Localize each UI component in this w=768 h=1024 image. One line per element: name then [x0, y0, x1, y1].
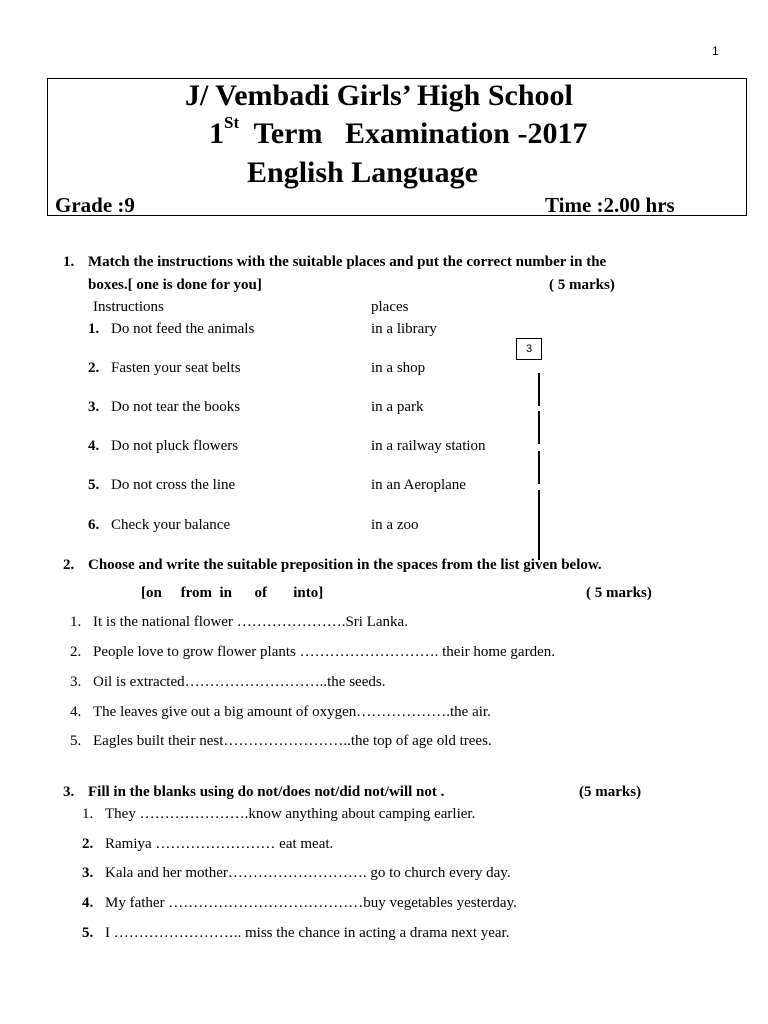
- q1-item-place: in a zoo: [371, 517, 419, 533]
- term-superscript: St: [224, 113, 240, 132]
- q1-item-place: in a library: [371, 321, 437, 337]
- q1-item-number: 4.: [88, 438, 100, 454]
- q1-item-instruction: Do not tear the books: [111, 399, 241, 415]
- q2-item-text: People love to grow flower plants ………………………. their home garden.: [93, 644, 555, 660]
- q2-marks: ( 5 marks): [586, 585, 652, 601]
- q3-instruction: Fill in the blanks using do not/does not/did not/will not .: [88, 784, 445, 800]
- q3-item-text: Kala and her mother………………………. go to church every day.: [105, 865, 511, 881]
- q1-item-place: in an Aeroplane: [371, 477, 466, 493]
- answer-line: [538, 451, 540, 484]
- q1-item-number: 2.: [88, 360, 100, 376]
- grade-label: Grade :9: [55, 193, 135, 217]
- term-number: 1: [209, 117, 224, 150]
- q1-item-number: 6.: [88, 517, 100, 533]
- page-number: 1: [712, 44, 719, 58]
- q2-instruction: Choose and write the suitable preposition in the spaces from the list given below.: [88, 557, 602, 573]
- q1-item-instruction: Check your balance: [111, 517, 231, 533]
- q2-number: 2.: [63, 557, 75, 573]
- q1-item-place: in a park: [371, 399, 424, 415]
- q1-col-places: places: [371, 299, 409, 315]
- q3-item-number: 4.: [82, 895, 94, 911]
- q3-marks: (5 marks): [579, 784, 642, 800]
- q3-item-text: Ramiya …………………… eat meat.: [105, 836, 334, 852]
- q1-item-number: 1.: [88, 321, 100, 337]
- q1-col-instructions: Instructions: [93, 299, 164, 315]
- q2-item-text: It is the national flower ………………….Sri Lanka.: [93, 614, 408, 630]
- q3-item-text: My father …………………………………buy vegetables yesterday.: [105, 895, 517, 911]
- q1-answer-box[interactable]: 3: [516, 338, 542, 360]
- school-name: J/ Vembadi Girls’ High School: [185, 79, 573, 112]
- q1-item-place: in a shop: [371, 360, 426, 376]
- q3-item-number: 1.: [82, 806, 94, 822]
- term-rest: Term Examination -2017: [239, 117, 588, 150]
- q1-item-number: 3.: [88, 399, 100, 415]
- q1-item-instruction: Fasten your seat belts: [111, 360, 241, 376]
- q1-item-number: 5.: [88, 477, 100, 493]
- answer-line: [538, 490, 540, 560]
- q1-item-place: in a railway station: [371, 438, 486, 454]
- q2-item-text: The leaves give out a big amount of oxygen……………….the air.: [93, 704, 491, 720]
- q2-item-number: 5.: [70, 733, 82, 749]
- subject-title: English Language: [247, 156, 478, 189]
- answer-line: [538, 411, 540, 444]
- term-title: [209, 113, 588, 151]
- q2-item-number: 1.: [70, 614, 82, 630]
- q2-item-number: 2.: [70, 644, 82, 660]
- q3-item-text: They ………………….know anything about camping earlier.: [105, 806, 476, 822]
- q1-number: 1.: [63, 254, 75, 270]
- q1-item-instruction: Do not pluck flowers: [111, 438, 239, 454]
- q3-item-number: 2.: [82, 836, 94, 852]
- q2-item-text: Oil is extracted………………………..the seeds.: [93, 674, 386, 690]
- q1-item-instruction: Do not feed the animals: [111, 321, 255, 337]
- q1-instruction-line2: boxes.[ one is done for you]: [88, 277, 262, 293]
- q3-number: 3.: [63, 784, 75, 800]
- q2-item-number: 4.: [70, 704, 82, 720]
- q1-marks: ( 5 marks): [549, 277, 615, 293]
- q3-item-number: 3.: [82, 865, 94, 881]
- q1-instruction-line1: Match the instructions with the suitable places and put the correct number in the: [88, 254, 607, 270]
- q2-item-number: 3.: [70, 674, 82, 690]
- time-label: Time :2.00 hrs: [545, 193, 675, 217]
- answer-line: [538, 373, 540, 406]
- q2-item-text: Eagles built their nest……………………..the top of age old trees.: [93, 733, 492, 749]
- q3-item-text: I …………………….. miss the chance in acting a drama next year.: [105, 925, 510, 941]
- q2-word-list: [on from in of into]: [141, 585, 324, 601]
- q3-item-number: 5.: [82, 925, 94, 941]
- q1-item-instruction: Do not cross the line: [111, 477, 236, 493]
